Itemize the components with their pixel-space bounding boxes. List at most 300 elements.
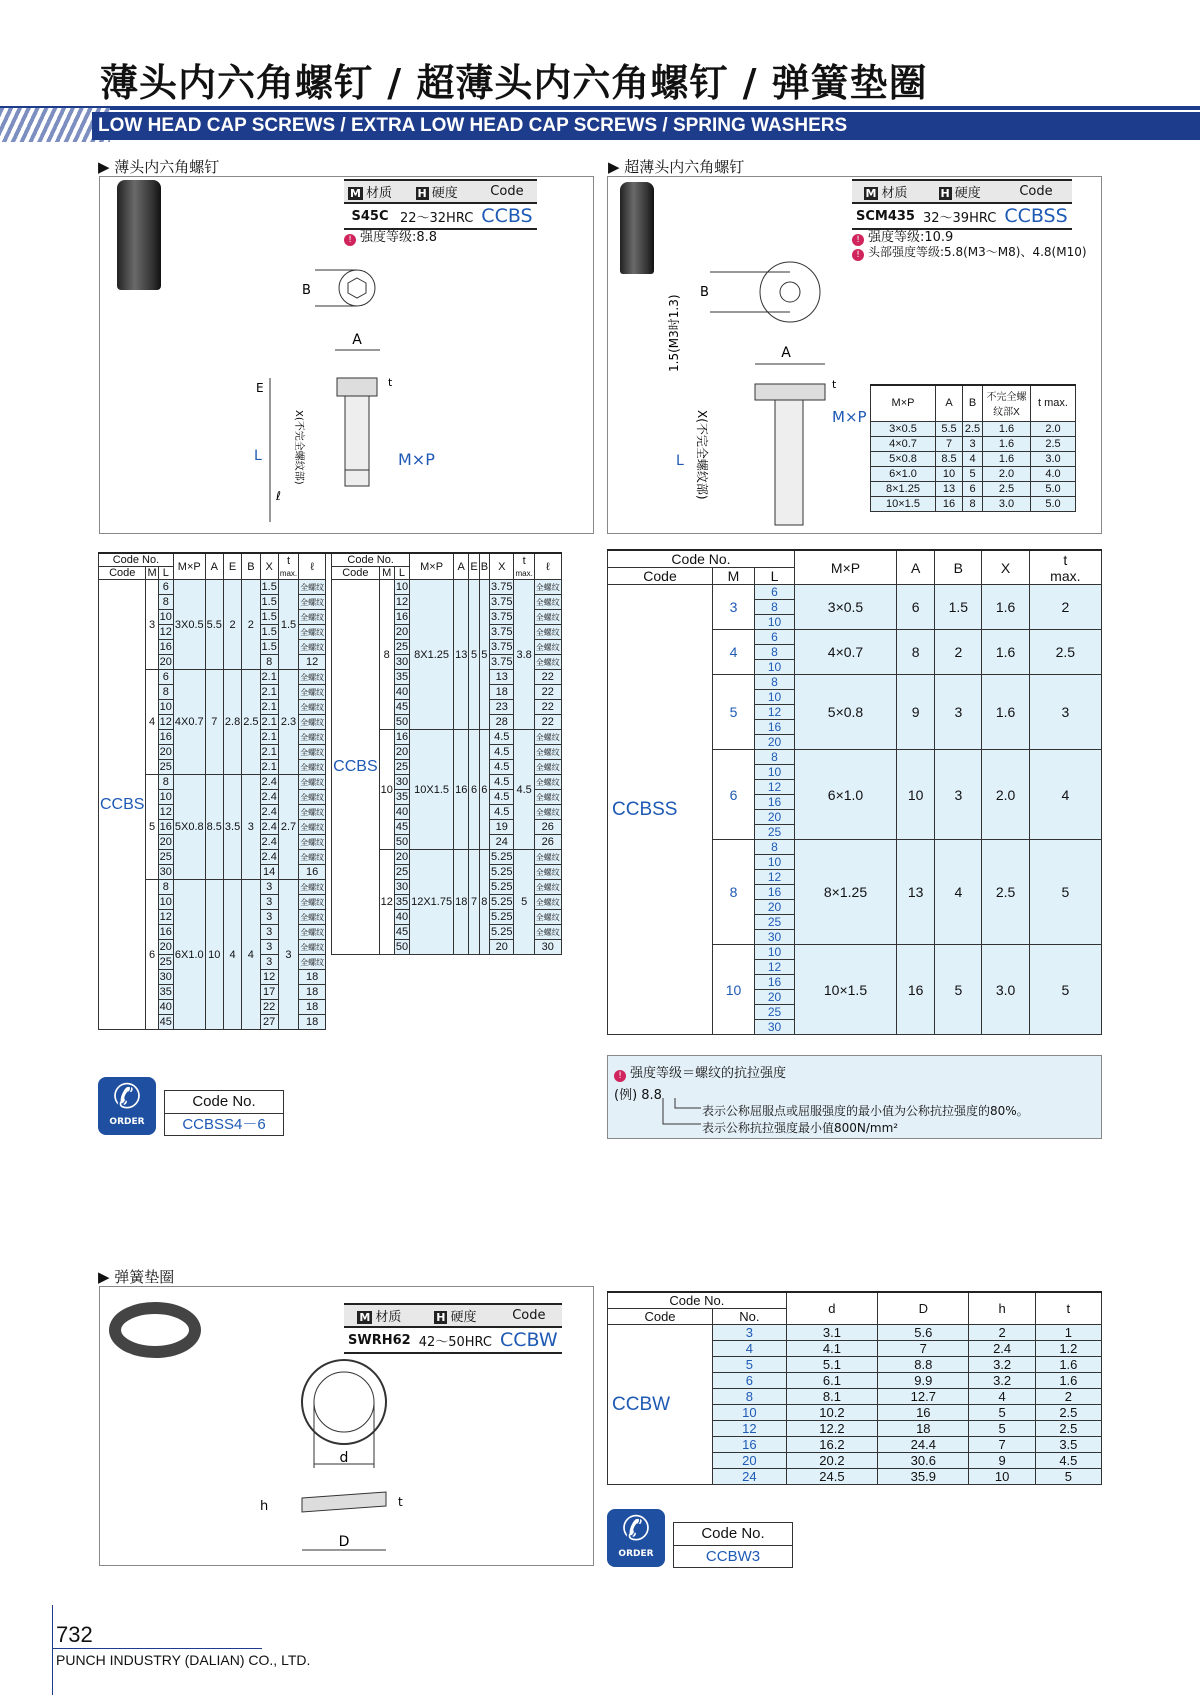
table-cell: 3 [935, 750, 982, 840]
table-cell: 全螺纹 [534, 880, 561, 895]
table-header: D [878, 1292, 969, 1325]
table-cell: 10×1.5 [795, 945, 897, 1035]
table-header: ℓ [299, 553, 326, 580]
svg-text:X(不完全螺纹部): X(不完全螺纹部) [695, 410, 709, 500]
table-cell: 全螺纹 [299, 955, 326, 970]
table-cell: 12 [159, 806, 172, 818]
strength-title: 强度等级＝螺纹的抗拉强度 [630, 1066, 787, 1081]
table-cell: 3×0.5 [795, 585, 897, 630]
svg-text:A: A [352, 332, 362, 348]
table-cell: 1.6 [982, 585, 1029, 630]
table-cell: 全螺纹 [534, 790, 561, 805]
table-cell: 24 [713, 1469, 787, 1485]
table-cell: 20 [159, 941, 172, 953]
footer-line [52, 1648, 262, 1649]
company-name: PUNCH INDUSTRY (DALIAN) CO., LTD. [56, 1652, 311, 1668]
table-cell: 2.4 [969, 1341, 1035, 1357]
table-cell: 全螺纹 [534, 745, 561, 760]
table-cell: 2.5 [1035, 1421, 1101, 1437]
ccbss-x-table: M×P A B 不完全螺纹部X t max. 3×0.5 5.5 2.5 1.6 2.0 4×0.7 7 3 1.6 2.5 5×0.8 8.5 4 1.6 3.0 6×1.0 10 5 2.0 4.0 8×1.25 13 6 2.5 5.0 10×1.5 16 8 3.0 5.0 [870, 384, 1076, 512]
table-cell: 2.1 [261, 761, 277, 773]
table-cell: 3.75 [491, 596, 513, 608]
table-cell: 全螺纹 [534, 895, 561, 910]
table-cell: 全螺纹 [534, 640, 561, 655]
table-cell: 12 [379, 850, 394, 955]
code-cell: CCBW [608, 1325, 713, 1485]
table-header: t max. [515, 554, 533, 578]
table-cell: 5 [963, 466, 983, 481]
table-cell: 3 [935, 675, 982, 750]
table-cell: 全螺纹 [299, 745, 326, 760]
table-cell: 25 [395, 866, 409, 878]
table-cell: 全螺纹 [299, 925, 326, 940]
table-cell: 9.9 [878, 1373, 969, 1389]
table-cell: 25 [755, 1005, 795, 1020]
table-cell: 全螺纹 [299, 760, 326, 775]
table-header: d [786, 1292, 877, 1325]
table-header: E [469, 553, 479, 580]
table-cell: 全螺纹 [534, 805, 561, 820]
table-row [608, 585, 1102, 600]
table-cell: 24 [490, 835, 514, 850]
table-cell: 20 [159, 656, 172, 668]
table-cell: 5.25 [491, 881, 513, 893]
table-cell: 5.25 [491, 866, 513, 878]
table-cell: 3 [242, 775, 260, 880]
table-cell: 5.6 [878, 1325, 969, 1341]
table-cell: 25 [395, 641, 409, 653]
table-cell: 12 [159, 911, 172, 923]
table-cell: 10 [159, 791, 172, 803]
table-cell: 8 [158, 685, 173, 700]
table-cell: 9 [897, 675, 935, 750]
section-heading-ccbss: ▶ 超薄头内六角螺钉 [608, 158, 745, 176]
svg-text:M×P: M×P [832, 408, 867, 426]
table-cell: 16 [755, 795, 795, 810]
table-cell: 16 [159, 731, 172, 743]
table-cell: 20 [755, 990, 795, 1005]
footer-rule [52, 1605, 53, 1695]
table-cell: 3.0 [983, 496, 1031, 511]
table-cell: 8 [963, 496, 983, 511]
table-header: ℓ [534, 553, 561, 580]
table-cell: 12 [395, 596, 409, 608]
table-cell: 20.2 [786, 1453, 877, 1469]
table-header: t max. [279, 554, 298, 578]
table-cell: 8 [755, 750, 795, 765]
table-cell: 全螺纹 [299, 670, 326, 685]
table-cell: 18 [299, 1015, 326, 1030]
table-cell: 4.1 [786, 1341, 877, 1357]
table-cell: 3.1 [786, 1325, 877, 1341]
table-cell: 全螺纹 [534, 610, 561, 625]
ccbs-spec-table [98, 552, 562, 1030]
table-cell: 4.5 [1035, 1453, 1101, 1469]
table-header: Code No. [608, 550, 795, 568]
table-cell: 6X1.0 [173, 880, 205, 1030]
table-cell: 20 [755, 900, 795, 915]
strength-line2: 表示公称抗拉强度最小值800N/mm² [702, 1121, 899, 1135]
table-cell: 25 [159, 851, 172, 863]
table-cell: 全螺纹 [299, 625, 326, 640]
svg-text:B: B [302, 283, 311, 298]
table-cell: 全螺纹 [299, 790, 326, 805]
table-row [871, 466, 1076, 481]
table-header: X [490, 553, 514, 580]
svg-text:t: t [388, 376, 393, 389]
table-cell: 4.5 [490, 805, 514, 820]
table-cell: 2.0 [1031, 421, 1076, 436]
table-cell: 16 [755, 975, 795, 990]
table-cell: 3.75 [491, 581, 513, 593]
table-header: X [982, 550, 1029, 585]
table-cell: 13 [897, 840, 935, 945]
code-cell: CCBS [99, 580, 146, 1030]
table-cell: 5 [469, 580, 479, 730]
table-cell: 4 [935, 840, 982, 945]
table-cell: 12X1.75 [410, 850, 454, 955]
svg-text:D: D [338, 1534, 350, 1550]
table-header: M×P [410, 553, 454, 580]
table-cell: 35.9 [878, 1469, 969, 1485]
table-cell: 30 [159, 866, 172, 878]
table-cell: 全螺纹 [299, 580, 326, 595]
table-cell: 全螺纹 [534, 775, 561, 790]
table-cell: 全螺纹 [534, 580, 561, 595]
table-cell: 20 [713, 1453, 787, 1469]
table-cell: 30 [395, 776, 409, 788]
table-cell: 3 [278, 880, 298, 1030]
table-cell: 8 [379, 580, 394, 730]
table-cell: 全螺纹 [299, 910, 326, 925]
table-cell: 6 [469, 730, 479, 850]
table-cell: 5.25 [491, 926, 513, 938]
table-cell: 17 [260, 985, 278, 1000]
table-cell: 1.5 [261, 596, 277, 608]
table-cell: 6×1.0 [871, 466, 936, 481]
table-cell: 20 [490, 940, 514, 955]
table-cell: 12 [755, 960, 795, 975]
table-cell: 10 [713, 945, 755, 1035]
table-cell: 8 [755, 840, 795, 855]
table-cell: 3 [260, 880, 278, 895]
table-cell: 3.2 [969, 1357, 1035, 1373]
table-cell: 6 [158, 580, 173, 595]
table-cell: 1.5 [278, 580, 298, 670]
table-cell: 10 [159, 611, 172, 623]
table-row [871, 451, 1076, 466]
table-cell: 5 [969, 1421, 1035, 1437]
table-cell: 3.0 [982, 945, 1029, 1035]
table-cell: 1.2 [1035, 1341, 1101, 1357]
table-cell: 2.0 [982, 750, 1029, 840]
table-cell: 5 [713, 675, 755, 750]
ccbss-dimension-drawing [660, 260, 867, 530]
table-cell: 5×0.8 [795, 675, 897, 750]
table-cell: 6 [158, 670, 173, 685]
table-cell: 2.5 [242, 670, 260, 775]
table-cell: 2.8 [223, 670, 241, 775]
table-cell: 4 [963, 451, 983, 466]
table-cell: 全螺纹 [299, 775, 326, 790]
table-cell: 3.8 [514, 580, 534, 730]
table-cell: 4.5 [514, 730, 534, 850]
table-cell: 8 [158, 775, 173, 790]
table-cell: 7 [205, 670, 223, 775]
table-cell: 20 [755, 735, 795, 750]
table-cell: 3 [963, 436, 983, 451]
table-cell: 10 [379, 730, 394, 850]
table-header: t [1035, 1292, 1101, 1325]
table-cell: 5 [969, 1405, 1035, 1421]
table-cell: 8.5 [936, 451, 963, 466]
table-cell: 3 [1029, 675, 1101, 750]
table-cell: 19 [490, 820, 514, 835]
table-cell: 16 [454, 730, 469, 850]
ccbw-material-table: M 材质 H 硬度 Code SWRH62 42～50HRC CCBW [344, 1303, 562, 1354]
table-cell: 全螺纹 [534, 910, 561, 925]
ccbw-product-photo [110, 1300, 200, 1360]
table-cell: 3.75 [491, 656, 513, 668]
table-cell: 8 [897, 630, 935, 675]
table-cell: 5.5 [205, 580, 223, 670]
order-button[interactable]: ✆ ORDER [98, 1077, 156, 1135]
table-header: Code [332, 567, 379, 580]
table-cell: 2.4 [261, 776, 277, 788]
table-cell: 10 [159, 896, 172, 908]
table-cell: 1.5 [935, 585, 982, 630]
table-cell: 1.6 [1035, 1357, 1101, 1373]
table-cell: 1.6 [983, 421, 1031, 436]
ccbss-material-table: M 材质 H 硬度 Code SCM435 32～39HRC CCBSS [852, 179, 1072, 230]
table-cell: 16 [159, 926, 172, 938]
table-cell: 16 [878, 1405, 969, 1421]
ccbs-product-photo [117, 180, 161, 290]
table-cell: 30 [395, 656, 409, 668]
table-cell: 18 [490, 685, 514, 700]
table-cell: 30 [755, 930, 795, 945]
table-cell: 8 [755, 645, 795, 660]
svg-text:1.5(M3时1.3): 1.5(M3时1.3) [667, 294, 681, 372]
title-rule [0, 106, 1200, 110]
table-cell: 16 [299, 865, 326, 880]
ccbss-strength-note: ! 强度等级:10.9 [852, 226, 953, 246]
table-cell: 16 [897, 945, 935, 1035]
table-cell: 5.25 [491, 851, 513, 863]
table-cell: 4 [146, 670, 158, 775]
table-cell: 1.6 [982, 630, 1029, 675]
table-cell: 30 [755, 1020, 795, 1035]
table-cell: 8X1.25 [410, 580, 454, 730]
table-cell: 16 [159, 641, 172, 653]
table-cell: 2.0 [983, 466, 1031, 481]
table-cell: 8 [755, 600, 795, 615]
svg-text:ℓ: ℓ [276, 489, 281, 503]
table-cell: 13 [454, 580, 469, 730]
table-cell: 20 [395, 851, 409, 863]
table-cell: 20 [395, 626, 409, 638]
table-cell: 4 [713, 630, 755, 675]
table-cell: 12 [755, 780, 795, 795]
table-cell: 2.1 [261, 671, 277, 683]
table-cell: 18 [299, 1000, 326, 1015]
table-cell: 3 [260, 895, 278, 910]
table-cell: 5X0.8 [173, 775, 205, 880]
table-cell: 8×1.25 [795, 840, 897, 945]
table-cell: 2 [242, 580, 260, 670]
code-cell: CCBSS [608, 585, 713, 1035]
svg-text:d: d [339, 1450, 349, 1466]
table-cell: 12.2 [786, 1421, 877, 1437]
table-cell: 2.7 [278, 775, 298, 880]
table-cell: 2.5 [982, 840, 1029, 945]
table-cell: 5.25 [491, 911, 513, 923]
table-cell: 5 [713, 1357, 787, 1373]
table-cell: 45 [395, 701, 409, 713]
table-row [871, 496, 1076, 511]
order-code-box: Code No. CCBSS4－6 [164, 1090, 284, 1136]
table-cell: 2.5 [1035, 1405, 1101, 1421]
table-cell: 35 [159, 986, 172, 998]
table-cell: 16 [159, 821, 172, 833]
table-header: Code No. [608, 1292, 787, 1309]
table-cell: 5.5 [936, 421, 963, 436]
table-cell: 24.4 [878, 1437, 969, 1453]
table-cell: 全螺纹 [299, 820, 326, 835]
table-cell: 全螺纹 [534, 655, 561, 670]
table-cell: 4.5 [490, 760, 514, 775]
table-header: L [394, 567, 409, 580]
ccbs-strength-note: ! 强度等级:8.8 [344, 226, 437, 246]
section-heading-ccbs: ▶ 薄头内六角螺钉 [98, 158, 220, 176]
table-cell: 6 [713, 750, 755, 840]
table-cell: 全螺纹 [299, 835, 326, 850]
table-cell: 12 [299, 655, 326, 670]
table-cell: 25 [755, 825, 795, 840]
ccbs-material-table: M 材质 H 硬度 Code S45C 22～32HRC CCBS [344, 179, 537, 230]
table-header: A [897, 550, 935, 585]
table-cell: 45 [159, 1016, 172, 1028]
table-cell: 2.4 [261, 791, 277, 803]
table-cell: 26 [534, 835, 561, 850]
table-cell: 全螺纹 [534, 730, 561, 745]
svg-text:E: E [256, 381, 264, 395]
table-cell: 全螺纹 [299, 715, 326, 730]
table-cell: 6 [963, 481, 983, 496]
table-cell: 1.6 [1035, 1373, 1101, 1389]
strength-example: (例) 8.8 [614, 1088, 662, 1103]
table-cell: 10 [159, 701, 172, 713]
table-cell: 16 [755, 720, 795, 735]
table-cell: 12 [159, 716, 172, 728]
table-header: M [713, 568, 755, 585]
table-cell: 25 [159, 761, 172, 773]
table-cell: 4 [242, 880, 260, 1030]
table-cell: 2.4 [261, 821, 277, 833]
table-cell: 30 [395, 881, 409, 893]
page-subtitle: LOW HEAD CAP SCREWS / EXTRA LOW HEAD CAP SCREWS / SPRING WASHERS [92, 112, 1200, 140]
page-number: 732 [56, 1622, 93, 1647]
table-cell: 6 [755, 585, 795, 600]
table-cell: 7 [969, 1437, 1035, 1453]
table-cell: 14 [260, 865, 278, 880]
table-cell: 12 [755, 705, 795, 720]
table-cell: 5.25 [491, 896, 513, 908]
table-cell: 10 [969, 1469, 1035, 1485]
table-cell: 40 [159, 1001, 172, 1013]
table-header: A [454, 553, 469, 580]
table-cell: 10 [755, 855, 795, 870]
table-cell: 全螺纹 [299, 595, 326, 610]
table-cell: 3.2 [969, 1373, 1035, 1389]
table-cell: 全螺纹 [534, 625, 561, 640]
table-cell: 5 [146, 775, 158, 880]
table-cell: 13 [490, 670, 514, 685]
table-cell: 2.4 [261, 851, 277, 863]
table-cell: 22 [260, 1000, 278, 1015]
table-header: Code No. [99, 553, 174, 567]
table-cell: 2.5 [983, 481, 1031, 496]
table-cell: 22 [534, 700, 561, 715]
ccbw-dimension-drawing [240, 1350, 440, 1560]
table-cell: 7 [878, 1341, 969, 1357]
table-cell: 2.4 [261, 806, 277, 818]
table-cell: 28 [490, 715, 514, 730]
table-cell: 全螺纹 [299, 610, 326, 625]
table-cell: 22 [534, 670, 561, 685]
table-cell: 1.5 [261, 611, 277, 623]
table-cell: 1 [1035, 1325, 1101, 1341]
table-cell: 45 [395, 926, 409, 938]
svg-text:L: L [676, 453, 684, 469]
table-cell: 3 [713, 585, 755, 630]
table-cell: 全螺纹 [534, 595, 561, 610]
table-cell: 10 [897, 750, 935, 840]
table-cell: 6×1.0 [795, 750, 897, 840]
table-cell: 5 [514, 850, 534, 955]
table-cell: 8 [158, 880, 173, 895]
table-cell: 20 [755, 810, 795, 825]
table-cell: 50 [395, 716, 409, 728]
table-cell: 2.3 [278, 670, 298, 775]
table-cell: 25 [159, 956, 172, 968]
table-header: t max. [1029, 550, 1101, 585]
table-cell: 12 [713, 1421, 787, 1437]
table-cell: 16 [936, 496, 963, 511]
svg-text:B: B [700, 285, 709, 300]
order-button[interactable]: ✆ ORDER [607, 1509, 665, 1567]
table-cell: 10 [755, 615, 795, 630]
table-row [871, 421, 1076, 436]
table-cell: 5 [935, 945, 982, 1035]
table-cell: 6.1 [786, 1373, 877, 1389]
table-cell: 1.6 [982, 675, 1029, 750]
table-cell: 13 [936, 481, 963, 496]
table-cell: 16 [713, 1437, 787, 1453]
table-cell: 2.1 [261, 686, 277, 698]
code-cell: CCBS [332, 580, 379, 955]
table-cell: 7 [936, 436, 963, 451]
table-header: L [755, 568, 795, 585]
table-cell: 12 [159, 626, 172, 638]
table-cell: 8.1 [786, 1389, 877, 1405]
table-cell: 10 [205, 880, 223, 1030]
table-cell: 10 [755, 690, 795, 705]
svg-text:X(不完全螺纹部): X(不完全螺纹部) [293, 410, 304, 485]
table-cell: 20 [395, 746, 409, 758]
table-cell: 3 [260, 955, 278, 970]
table-cell: 23 [490, 700, 514, 715]
